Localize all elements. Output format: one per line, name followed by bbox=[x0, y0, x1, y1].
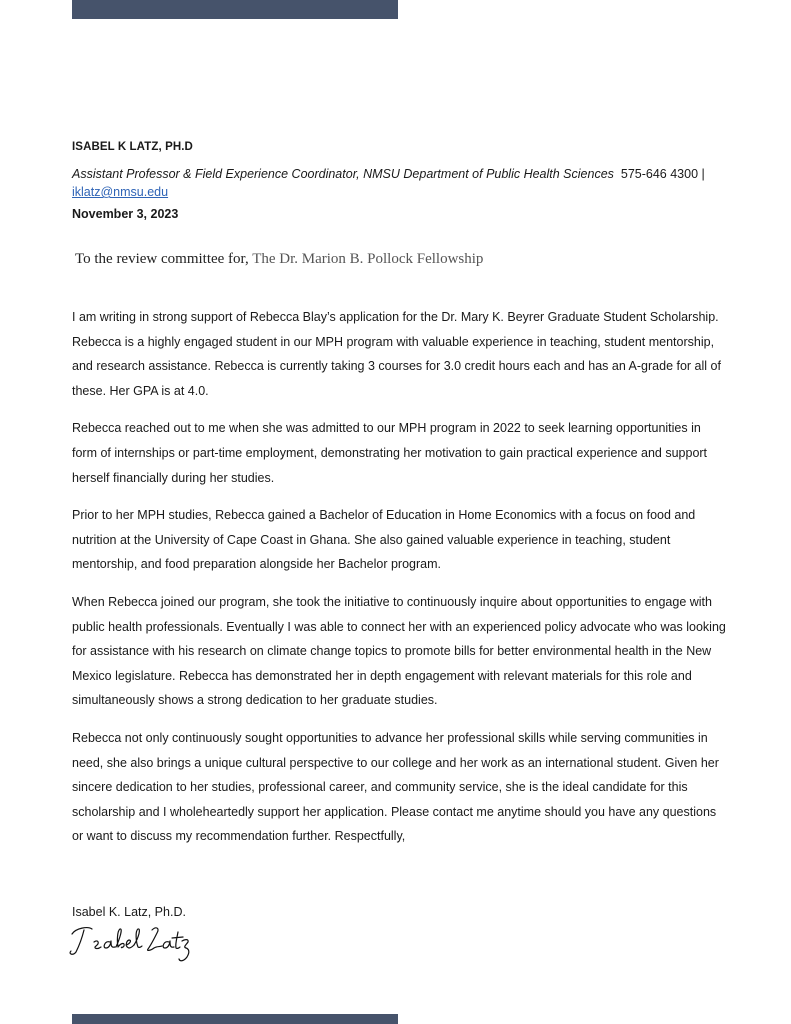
signatory-name: Isabel K. Latz, Ph.D. bbox=[72, 905, 186, 919]
letter-date: November 3, 2023 bbox=[72, 207, 179, 221]
paragraph: When Rebecca joined our program, she took the initiative to continuously inquire about opportunities to engage with public health professionals. Eventually I was able to connect her with an experienced policy advocate who was looking for assistance with his research on climate change topics to promote bills for better environmental health in the New Mexico legislature. Rebecca has demonstrated her in depth engagement with relevant materials for this role and simultaneously shows a strong dedication to her graduate studies. bbox=[72, 594, 726, 708]
handwritten-signature bbox=[66, 920, 196, 964]
paragraph: Prior to her MPH studies, Rebecca gained a Bachelor of Education in Home Economics with a focus on food and nutrition at the University of Cape Coast in Ghana. She also gained valuable experience in teaching, student mentorship, and food preparation alongside her Bachelor program. bbox=[72, 508, 696, 572]
paragraph: Rebecca reached out to me when she was admitted to our MPH program in 2022 to seek learning opportunities in form of internships or part-time employment, demonstrating her motivation to gain practical experience and support herself financially during her studies. bbox=[72, 421, 708, 485]
sender-name: ISABEL K LATZ, PH.D bbox=[72, 141, 193, 153]
salutation bbox=[75, 251, 483, 268]
email-link[interactable]: iklatz@nmsu.edu bbox=[72, 185, 169, 199]
separator: | bbox=[701, 167, 705, 181]
sender-title: Assistant Professor & Field Experience Coordinator, NMSU Department of Public Health Sciences bbox=[72, 167, 614, 181]
footer-bar bbox=[72, 1014, 398, 1024]
salutation-lead: To the review committee for, bbox=[75, 251, 249, 267]
header-bar bbox=[72, 0, 398, 19]
sender-phone: 575-646 4300 bbox=[620, 167, 699, 181]
paragraph: Rebecca not only continuously sought opportunities to advance her professional skills while serving communities in need, she also brings a unique cultural perspective to our college and her work as an international student. Given her sincere dedication to her studies, professional career, and community service, she is the ideal candidate for this scholarship and I wholeheartedly support her application. Please contact me anytime should you have any questions or want to discuss my recommendation further. Respectfully, bbox=[72, 730, 719, 844]
letter-body bbox=[72, 305, 728, 862]
fellowship-name: The Dr. Marion B. Pollock Fellowship bbox=[252, 251, 484, 267]
paragraph: I am writing in strong support of Rebecca Blay’s application for the Dr. Mary K. Beyrer Graduate Student Scholarship. Rebecca is a highly engaged student in our MPH program with valuable experience in teaching, student mentorship, and research assistance. Rebecca is currently taking 3 courses for 3.0 credit hours each and has an A-grade for all of these. Her GPA is at 4.0. bbox=[72, 310, 721, 398]
sender-contact bbox=[72, 165, 712, 201]
